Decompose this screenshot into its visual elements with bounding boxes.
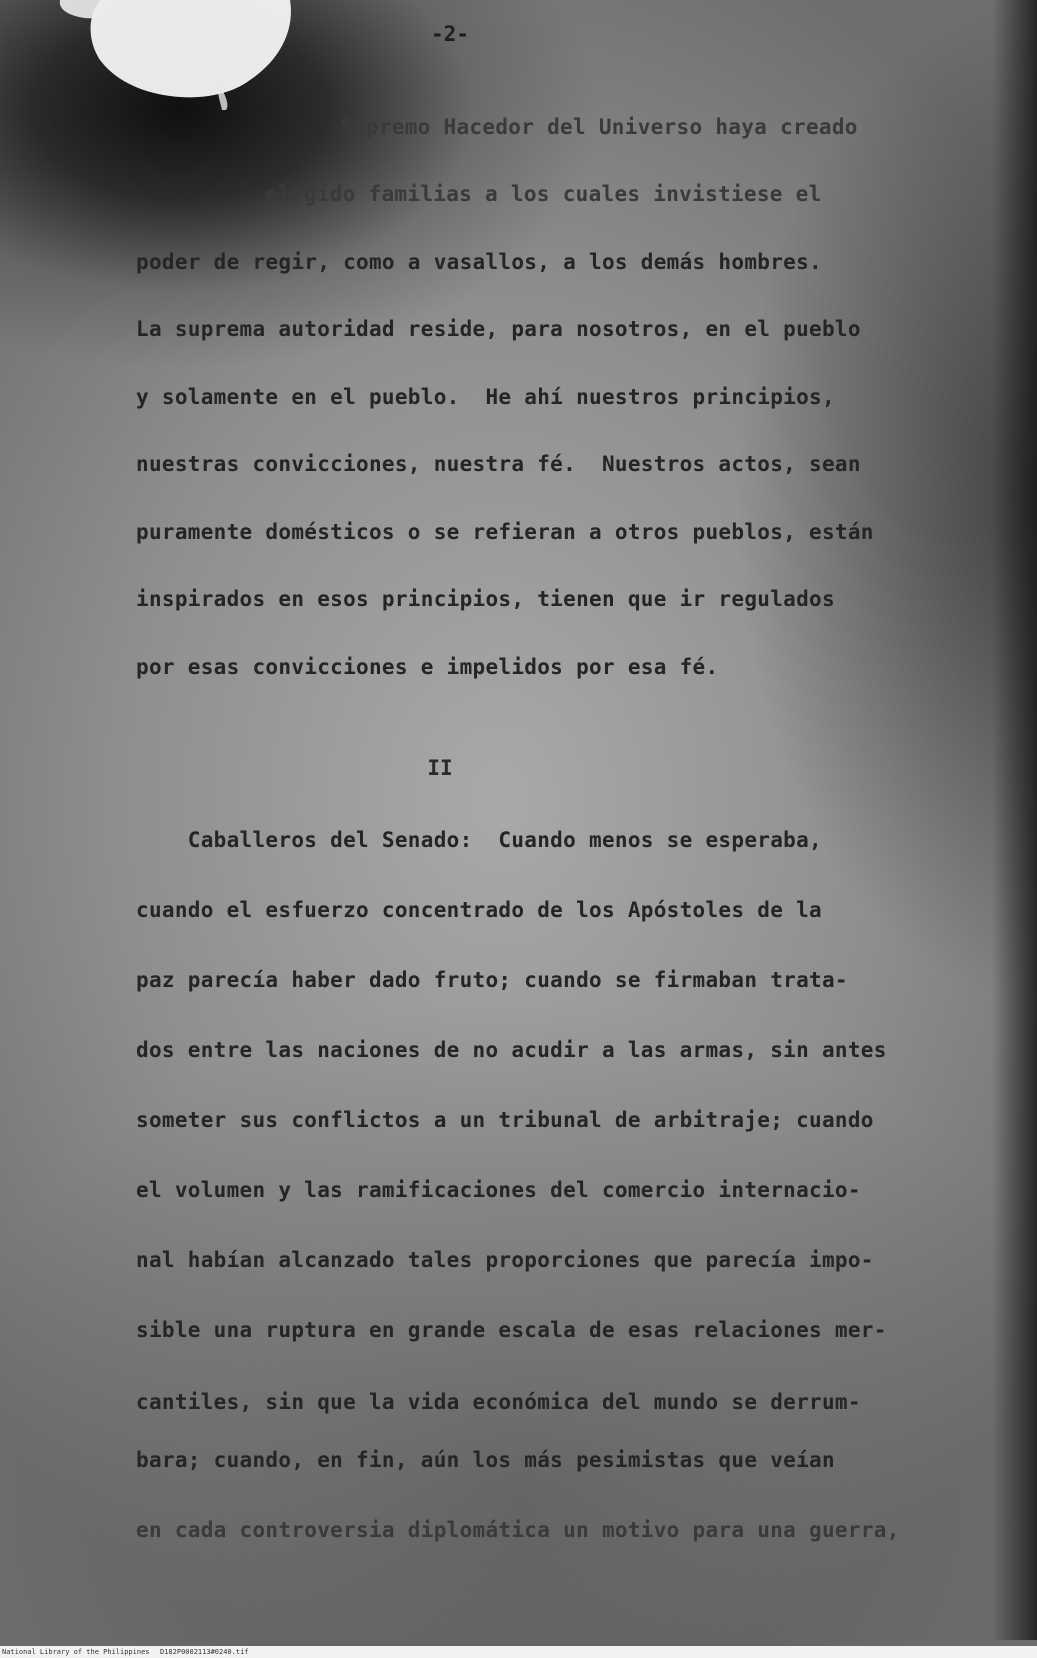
scan-footer	[0, 1646, 1037, 1658]
text-line: inspirados en esos principios, tienen que ir regulados	[136, 587, 835, 611]
footer-file: D182P0002113#0240.tif	[160, 1648, 249, 1656]
text-line: cuando el esfuerzo concentrado de los Apóstoles de la	[136, 898, 822, 922]
text-line: puramente domésticos o se refieran a otros pueblos, están	[136, 520, 874, 544]
text-line: cantiles, sin que la vida económica del mundo se derrum-	[136, 1390, 861, 1414]
text-line: poder de regir, como a vasallos, a los demás hombres.	[136, 250, 822, 274]
text-line: paz parecía haber dado fruto; cuando se firmaban trata-	[136, 968, 848, 992]
section-heading: II	[427, 756, 453, 780]
text-line: bara; cuando, en fin, aún los más pesimistas que veían	[136, 1448, 835, 1472]
ink-stain	[40, 0, 300, 110]
text-line: sible una ruptura en grande escala de esas relaciones mer-	[136, 1318, 887, 1342]
text-line: y solamente en el pueblo. He ahí nuestros principios,	[136, 385, 835, 409]
text-line: dos entre las naciones de no acudir a las armas, sin antes	[136, 1038, 887, 1062]
text-line: La suprema autoridad reside, para nosotros, en el pueblo	[136, 317, 861, 341]
text-line: Caballeros del Senado: Cuando menos se esperaba,	[136, 828, 822, 852]
text-line: Supremo Hacedor del Universo haya creado	[340, 115, 858, 139]
page-shadow-edge	[992, 0, 1037, 1640]
text-line: elegido familias a los cuales invistiese el	[265, 182, 822, 206]
text-line: nuestras convicciones, nuestra fé. Nuestros actos, sean	[136, 452, 861, 476]
page-number: -2-	[431, 22, 469, 46]
text-line: nal habían alcanzado tales proporciones que parecía impo-	[136, 1248, 874, 1272]
text-line: someter sus conflictos a un tribunal de arbitraje; cuando	[136, 1108, 874, 1132]
text-line: el volumen y las ramificaciones del comercio internacio-	[136, 1178, 861, 1202]
text-line: por esas convicciones e impelidos por esa fé.	[136, 655, 719, 679]
text-line: en cada controversia diplomática un motivo para una guerra,	[136, 1518, 900, 1542]
footer-library: National Library of the Philippines	[2, 1648, 150, 1656]
